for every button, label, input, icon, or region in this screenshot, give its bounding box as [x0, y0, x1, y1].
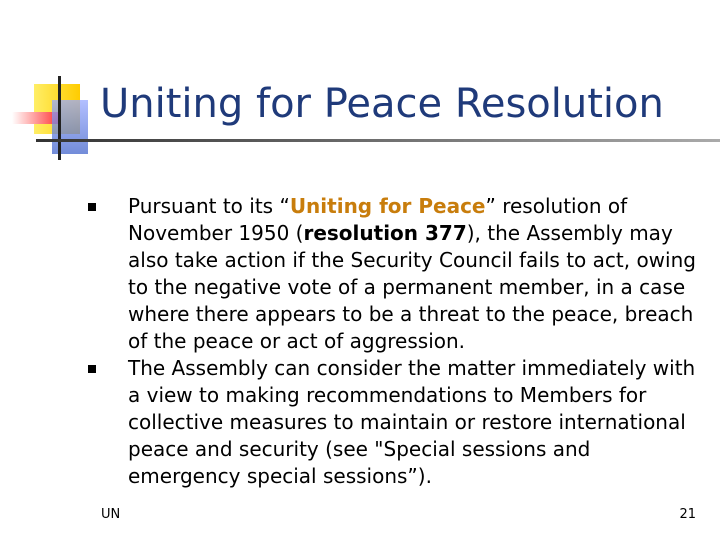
bullet-item: [88, 355, 708, 490]
highlight-text: Uniting for Peace: [289, 194, 486, 218]
slide-title: Uniting for Peace Resolution: [100, 81, 664, 127]
blue-square: [52, 100, 88, 154]
bullet-text-part: Pursuant to its “: [128, 194, 290, 218]
square-bullet-icon: [88, 365, 96, 373]
title-underline: [36, 139, 720, 142]
bold-text: resolution 377: [303, 221, 467, 245]
bullet-item: [88, 193, 708, 355]
bullet-text-part: ” resolution of November 1950 (: [128, 194, 628, 245]
bullet-list: [88, 193, 708, 490]
page-number: 21: [679, 507, 696, 522]
vertical-line: [58, 76, 61, 160]
bullet-text-part: The Assembly can consider the matter immediately with a view to making recommendations to Members for collective measures to maintain or restore international peace and security (see "Special sessions and emergency special sessions”).: [128, 356, 696, 488]
square-bullet-icon: [88, 203, 96, 211]
bullet-text-part: ), the Assembly may also take action if the Security Council fails to act, owing to the negative vote of a permanent member, in a case where there appears to be a threat to the peace, breach of the peace or act of aggression.: [128, 221, 696, 353]
footer-label: UN: [101, 507, 121, 522]
